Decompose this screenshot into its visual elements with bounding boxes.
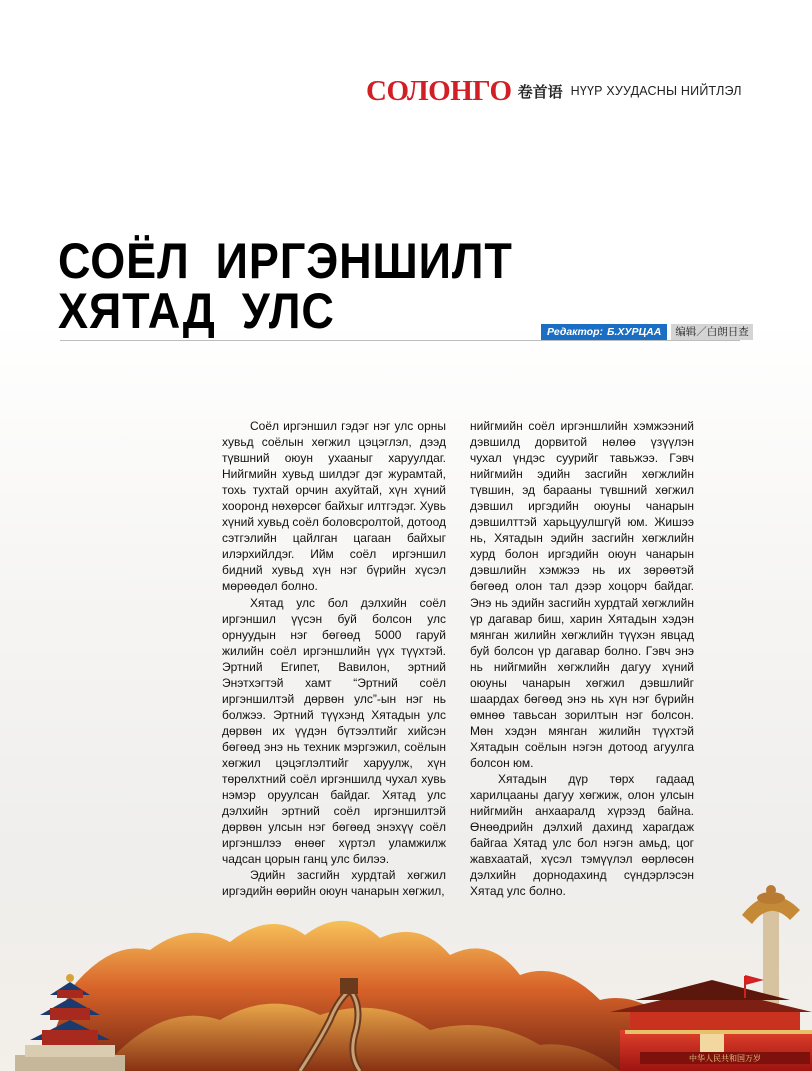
editor-credit xyxy=(541,324,753,340)
editor-chinese: 编辑／白朗日查 xyxy=(671,324,753,340)
brand-logo: СОЛОНГО xyxy=(366,74,512,107)
wall-tower xyxy=(340,978,358,994)
masthead xyxy=(366,74,742,108)
article-column-right xyxy=(470,418,694,899)
paragraph: Соёл иргэншил гэдэг нэг улс орны хувьд соёлын хөгжил цэцэглэл, дээд түвшний оюун ухааныг харуулдаг. Нийгмийн хувьд шилдэг дэг журамтай, тохь тухтай орчин ахуйтай, хүн хүний хооронд нөхөрсөг байхыг илтгэдэг. Хувь хүний хувьд соёл боловсролтой, дотоод сэтгэлийн цайлган цагаан байхыг илэрхийлдэг. Ийм соёл иргэншил бидний хувьд хүн нэг бүрийн хүсэл мөрөөдөл болно. xyxy=(222,419,446,594)
divider-line xyxy=(60,340,740,341)
paragraph: Хятад улс бол дэлхийн соёл иргэншил үүсэн буй болсон улс орнуудын нэг бөгөөд 5000 гаруй жилийн соёл иргэншлийн үүх түүхтэй. Эртний Египет, Вавилон, эртний Энэтхэгтэй хамт “Эртний соёл иргэншилтэй дөрвөн улс”-ын нэг нь болжээ. Эртний түүхэнд Хятадын улс дөрвөн их үүдэн бүтээлтийг хийсэн бөгөөд энэ нь техник мэргэжил, соёлын хөгжил цэцэглэлтийг харуулж, хүн төрөлхтний соёл иргэншилд чухал хувь нэмэр оруулсан байдаг. Хятад улс дэлхийн эртний соёл иргэншилтэй дөрвөн улсын нэг бөгөөд энэхүү соёл иргэншлээ өнөөг хүртэл уламжилж чадсан цорын ганц улс билээ. xyxy=(222,595,446,867)
page-title: СОЁЛ ИРГЭНШИЛТ ХЯТАД УЛС xyxy=(58,233,513,339)
editor-label-box xyxy=(541,324,667,340)
paragraph-continued: нийгмийн соёл иргэншлийн хэмжээний дэвшилд дорвитой нөлөө үзүүлэн чухал үндэс суурийг тавьжээ. Гэвч нийгмийн эдийн засгийн хөгжлийн түвшин, эд барааны түвшний хөгжил дэвшил иргэдийн оюуны чанарын дэвшилттэй харьцуулшгүй юм. Жишээ нь, Хятадын эдийн засгийн хөгжлийн хурд болон иргэдийн оюун чанарын дэвшлийн хэмжээ нь их зөрөөтэй бөгөөд олон тал дээр хоцорч байдаг. Энэ нь эдийн засгийн хурдтай хөгжлийн үр дагавар биш, харин Хятадын хэдэн мянган жилийн хөгжлийн түүхэн явцад буй болсон үр дагавар болно. Гэвч энэ нь нийгмийн хөгжлийн дагуу хүний оюуны чанарын хөгжил дэвшлийг шаардах бөгөөд энэ нь хүн нэг бүрийн өмнөө тавьсан зорилтын нэг болсон. Мөн хэдэн мянган жилийн түүхтэй Хятадын соёлын нэгэн дотоод агуулга болсон юм. xyxy=(470,419,694,770)
gate-banner-text: 中华人民共和国万岁 xyxy=(689,1054,761,1063)
editor-label: Редактор: xyxy=(547,326,604,338)
landmark-illustration xyxy=(0,880,812,1071)
paragraph: Хятадын дүр төрх гадаад харилцааны дагуу хөгжиж, олон улсын нийгмийн анхааралд хүрээд байна. Өнөөдрийн дэлхий дахинд харагдаж байгаа Хятад улс бол нэгэн амьд, цог жавхаатай, хүсэл тэмүүлэл өөрлөсөн дэлхийн дорнодахинд сүндэрлэсэн Хятад улс болно. xyxy=(470,772,694,899)
paragraph: Эдийн засгийн хурдтай хөгжил иргэдийн өөрийн оюун чанарын хөгжил, xyxy=(222,868,446,899)
section-label: НҮҮР ХУУДАСНЫ НИЙТЛЭЛ xyxy=(570,84,742,98)
brand-chinese: 卷首语 xyxy=(517,82,563,101)
editor-name: Б.ХУРЦАА xyxy=(607,326,662,338)
tiananmen-gate xyxy=(610,976,812,1071)
article-column-left xyxy=(222,418,446,899)
